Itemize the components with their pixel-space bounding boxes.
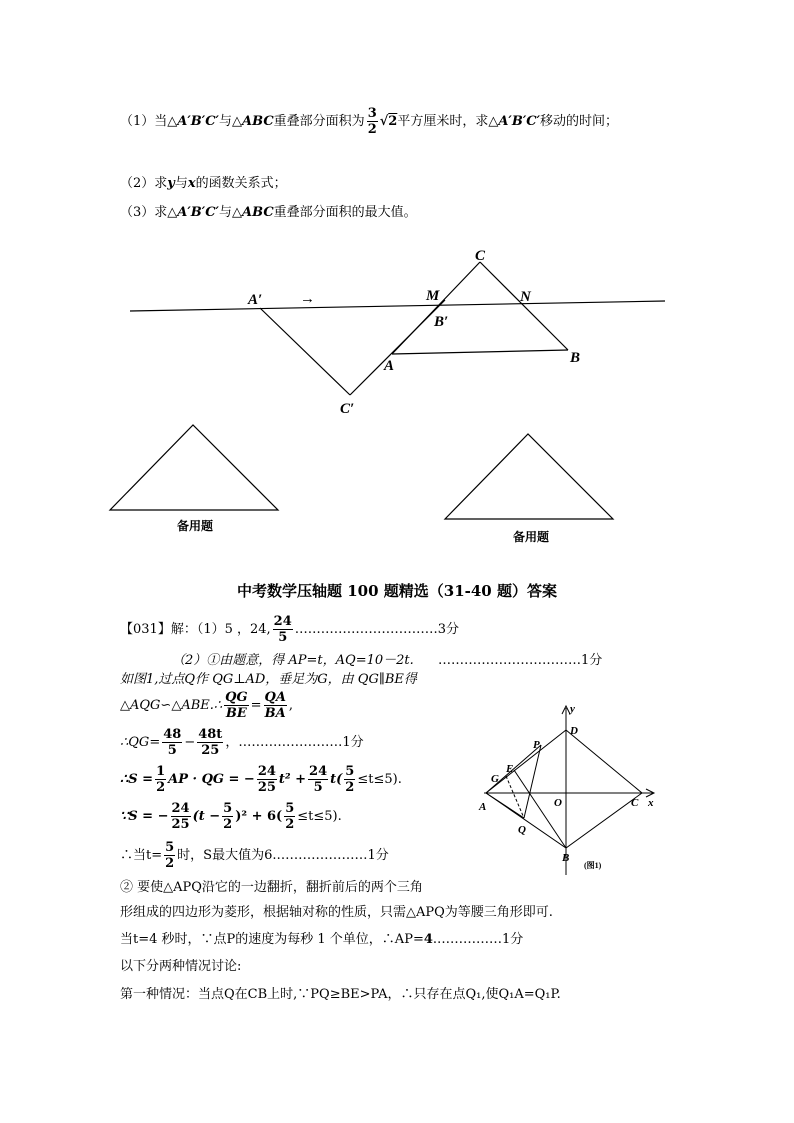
graph-label-c: C: [631, 797, 639, 809]
label-b-prime: B′: [434, 314, 449, 330]
side-ab: [392, 350, 568, 354]
answer-line-12: 以下分两种情况讨论:: [120, 959, 242, 974]
spare-label-left: 备用题: [177, 519, 214, 533]
triangle-prime: A′B′C′: [177, 114, 219, 129]
graph-label-y: y: [570, 703, 575, 715]
graph-label-q: Q: [518, 824, 526, 836]
answer-line-5: ∴QG= $\frac{48}{5}$ − $\frac{48t}{25}$ ，……………………1分: [120, 727, 364, 758]
fraction-three-halves: $\frac{3}{2}$: [367, 106, 377, 137]
answer-line-3: 如图1,过点Q作 QG⊥AD，垂足为G，由 QG∥BE得: [120, 672, 417, 687]
question-3: （3）求△A′B′C′与△ABC重叠部分面积的最大值。: [120, 205, 417, 220]
question-1: （1）当△A′B′C′与△ABC重叠部分面积为 $\frac{3}{2}$ √2平方厘米时，求△A′B′C′移动的时间；: [120, 106, 619, 137]
graph-label-p: P: [533, 739, 540, 751]
label-m: M: [426, 288, 440, 304]
graph-label-g: G: [491, 773, 499, 785]
rhombus-adcb: [486, 730, 642, 848]
answer-line-2-score: ……………………………1分: [438, 653, 603, 668]
sqrt-two: √2: [379, 114, 398, 129]
arrow-right-icon: →: [300, 291, 315, 307]
side-ca: [392, 262, 480, 354]
answer-line-11: 当t=4 秒时，∵点P的速度为每秒 1 个单位，∴AP=4.……………1分: [120, 932, 524, 947]
answer-line-8: ∴当t= $\frac{5}{2}$ 时，S最大值为6.…………………1分: [120, 840, 389, 871]
segment-a-prime-c-prime: [260, 308, 350, 395]
spare-triangle-right: [445, 434, 613, 519]
spare-triangle-left: [110, 425, 278, 510]
answer-line-9: ② 要使△APQ沿它的一边翻折，翻折前后的两个三角: [120, 880, 423, 895]
graph-label-a: A: [479, 801, 487, 813]
answer-line-2: （2）①由题意，得 AP=t，AQ=10－2t.: [172, 653, 414, 668]
graph-label-o: O: [554, 797, 562, 809]
graph-figure-caption: (图1): [584, 861, 602, 870]
triangle-abc: ABC: [242, 114, 274, 129]
label-b: B: [570, 350, 581, 366]
translation-figure: [0, 0, 794, 560]
label-a: A: [384, 358, 395, 374]
graph-label-x: x: [648, 797, 654, 809]
answer-line-10: 形组成的四边形为菱形，根据轴对称的性质，只需△APQ为等腰三角形即可.: [120, 905, 553, 920]
question-2: （2）求y与x的函数关系式；: [120, 176, 287, 191]
graph-label-b: B: [562, 852, 570, 864]
label-a-prime: A′: [248, 292, 263, 308]
side-cb: [480, 262, 568, 350]
answer-line-7: ∵S = − $\frac{24}{25}$ (t − $\frac{5}{2}$ )² + 6( $\frac{5}{2}$ ≤t≤5).: [120, 801, 342, 832]
graph-label-e: E: [506, 763, 514, 775]
label-c-prime: C′: [340, 401, 355, 417]
answer-line-1: 【031】解：（1）5 ，24, $\frac{24}{5}$ ……………………………3分: [120, 614, 460, 645]
segment-eb: [514, 770, 566, 848]
segment-ap: [486, 745, 541, 793]
coordinate-figure: [476, 700, 686, 880]
spare-label-right: 备用题: [513, 530, 550, 544]
answer-title: 中考数学压轴题 100 题精选（31-40 题）答案: [237, 582, 557, 600]
answer-line-4: △AQG∽△ABE.∴ $\frac{QG}{BE}$ = $\frac{QA}{BA}$ ,: [120, 690, 294, 721]
horizontal-line: [130, 301, 665, 311]
graph-label-d: D: [570, 725, 578, 737]
label-n: N: [520, 289, 531, 305]
answer-line-6: ∴S = $\frac{1}{2}$ AP · QG = − $\frac{24}{25}$ t² + $\frac{24}{5}$ t( $\frac{5}{2}$ ≤t≤5).: [120, 764, 402, 795]
answer-line-13: 第一种情况：当点Q在CB上时,∵PQ≥BE>PA，∴只存在点Q₁,使Q₁A=Q₁P.: [120, 987, 561, 1002]
label-c: C: [475, 248, 486, 264]
